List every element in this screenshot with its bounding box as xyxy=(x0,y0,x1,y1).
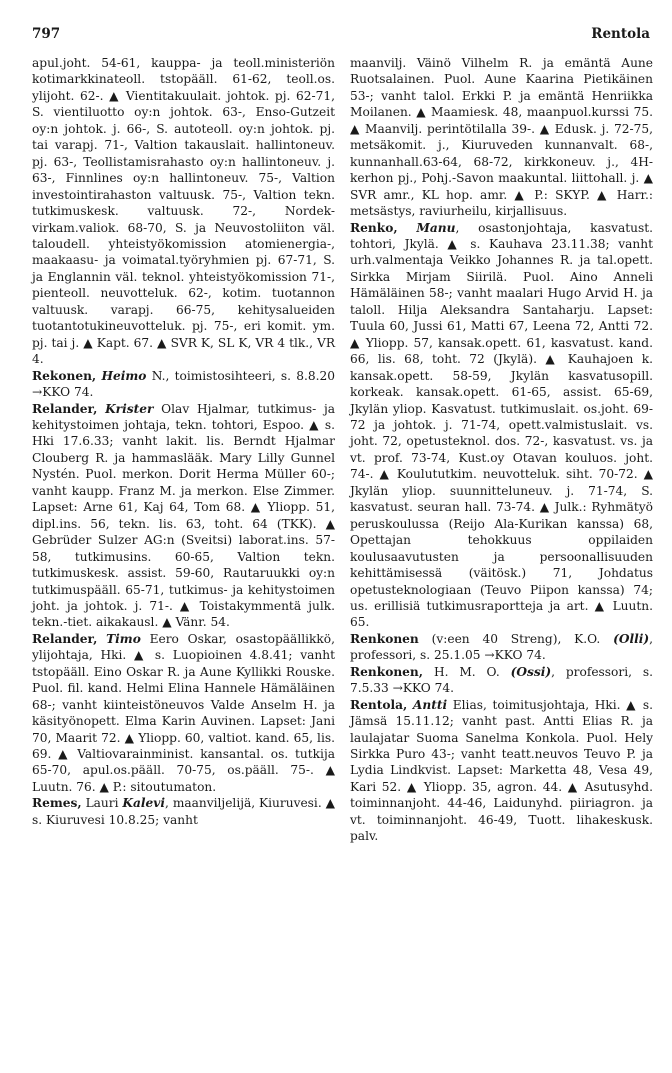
entry-given-name: (Olli) xyxy=(613,631,650,646)
entry-headword: Rekonen, xyxy=(32,368,97,383)
entry-headword: Relander, xyxy=(32,631,98,646)
entry-text: maanvilj. Väinö Vilhelm R. ja emäntä Aune Ruotsalainen. Puol. Aune Kaarina Pietikäinen 53-; vanht talol. Erkki P. ja emäntä Henriikka Moilanen. ▲ Maamiesk. 48, maanpuol.kurssi 75. ▲ Maanvilj. perintötilalla 39-. ▲ Edusk. j. 72-75, metsäkomit. j., Kiuruveden kunnanvalt. 68-, kunnanhall.63-64, 68-72, kirkkoneuv. j., 4H-kerhon pj., Pohj.-Savon maakuntal. liittohall. j. ▲ SVR amr., KL hop. amr. ▲ P.: SKYP. ▲ Harr.: metsästys, raviurheilu, kirjallisuus. xyxy=(350,56,653,219)
entry-text: (v:een 40 Streng), K.O. xyxy=(431,631,601,646)
entry-headword: Remes, xyxy=(32,796,82,811)
entry-rentola-antti xyxy=(350,697,653,845)
entry-relander-timo xyxy=(32,631,335,796)
entry-given-name: Timo xyxy=(106,631,141,646)
entry-text: Elias, toimitusjohtaja, Hki. ▲ s. Jämsä 15.11.12; vanht past. Antti Elias R. ja laulajatar Suoma Sanelma Konkola. Puol. Hely Sirkka Puro 43-; vanht teatt.neuvos Teuvo P. ja Lydia Lindkvist. Lapset: Marketta 48, Vesa 49, Kari 52. ▲ Yliopp. 35, agron. 44. ▲ Asutusyhd. toiminnanjoht. 44-46, Laidunyhd. piiriagron. ja vt. toiminnanjoht. 46-49, Tuott. lihakeskusk. palv. xyxy=(350,697,653,844)
entry-headword: Relander, xyxy=(32,401,98,416)
left-column xyxy=(32,55,335,828)
entry-headword: Renkonen, xyxy=(350,664,424,679)
entry-text-tail: , professori, s. 7.5.33 →KKO 74. xyxy=(350,664,654,696)
running-head: Rentola xyxy=(591,26,650,42)
entry-remes-lauri: Remes, Lauri Kalevi, maanviljelijä, Kiuruvesi. ▲ s. Kiuruvesi 10.8.25; vanht xyxy=(32,796,335,827)
entry-relander-krister xyxy=(32,401,335,631)
entry-continuation xyxy=(350,55,653,220)
entry-text: N., toimistosihteeri, s. 8.8.20 →KKO 74. xyxy=(32,368,336,400)
entry-continuation xyxy=(32,55,335,368)
page-number: 797 xyxy=(32,26,61,42)
entry-text-tail: , professori, s. 25.1.05 →KKO 74. xyxy=(350,631,653,663)
entry-headword: Rentola, xyxy=(350,697,408,712)
entry-given-name: Antti xyxy=(412,697,448,712)
entry-renkonen-olli xyxy=(350,631,653,664)
entry-text: apul.joht. 54-61, kauppa- ja teoll.ministeriön kotimarkkinateoll. tstopääll. 61-62, teoll.os. ylijoht. 62-. ▲ Vientitakuulait. johtok. pj. 62-71, S. vientiluotto oy:n johtok. 63-, Enso-Gutzeit oy:n johtok. j. 66-, S. autoteoll. oy:n johtok. pj. tai varapj. 71-, Valtion takauslait. hallintoneuv. pj. 63-, Teollistamisrahasto oy:n hallintoneuv. j. 63-, Finnlines oy:n hallintoneuv. 75-, Valtion investointirahaston valtuusk. 75-, Valtion tekn. tutkimuskesk. valtuusk. 72-, Nordek-virkam.valiok. 68-70, S. ja Neuvostoliiton väl. taloudell. yhteistyökomission atomienergia-, maakaasu- ja voimatal.työryhmien pj. 67-71, S. ja Englannin väl. teknol. yhteistyökomission 71-, pienteoll. neuvotteluk. 62-, kotim. tuotannon valtuusk. varapj. 66-75, kehitysalueiden tuotantotukineuvotteluk. pj. 75-, eri komit. ym. pj. tai j. ▲ Kapt. 67. ▲ SVR K, SL K, VR 4 tlk., VR 4. xyxy=(32,56,335,367)
entry-headword: Renko, xyxy=(350,220,398,235)
entry-given-name: (Ossi) xyxy=(510,664,552,679)
entry-given-name: Heimo xyxy=(101,368,147,383)
entry-text: Eero Oskar, osastopäällikkö, ylijohtaja, Hki. ▲ s. Luopioinen 4.8.41; vanht tstopääll. Eino Oskar R. ja Aune Kyllikki Rouske. Puol. fil. kand. Helmi Elina Hannele Hämäläinen 68-; vanht kiinteistöneuvos Valde Anselm H. ja käsityönopett. Elma Karin Auvinen. Lapset: Jani 70, Maarit 72. ▲ Yliopp. 60, valtiot. kand. 65, lis. 69. ▲ Valtiovarainminist. kansantal. os. tutkija 65-70, apul.os.pääll. 70-75, os.pääll. 75-. ▲ Luutn. 76. ▲ P.: sitoutumaton. xyxy=(32,631,336,794)
right-column xyxy=(350,55,653,845)
entry-text: osastonjohtaja, kasvatust. tohtori, Jkylä. ▲ s. Kauhava 23.11.38; vanht urh.valmentaja Veikko Johannes R. ja tal.opett. Sirkka Mirjam Siirilä. Puol. Aino Anneli Hämäläinen 58-; vanht maalari Hugo Arvid H. ja taloll. Hilja Aleksandra Santaharju. Lapset: Tuula 60, Jussi 61, Matti 67, Leena 72, Antti 72. ▲ Yliopp. 57, kansak.opett. 61, kasvatust. kand. 66, lis. 68, toht. 72 (Jkylä). ▲ Kauhajoen k. kansak.opett. 58-59, Jkylän kasvatusopill. korkeak. kansak.opett. 61-65, assist. 65-69, Jkylän yliop. Kasvatust. tutkimuslait. os.joht. 69-72 ja johtok. j. 71-74, opett.valmistuslait. vs. joht. 72, opetusteknol. dos. 72-, kasvatust. vs. ja vt. prof. 73-74, Kust.oy Otavan kouluos. joht. 74-. ▲ Koulututkim. neuvotteluk. siht. 70-72. ▲ Jkylän yliop. suunnitteluneuv. j. 71-74, S. kasvatust. seuran hall. 73-74. ▲ Julk.: Ryhmätyö peruskoulussa (Reijo Ala-Kurikan kanssa) 68, Opettajan tehokkuus oppilaiden koulusaavutusten ja persoonallisuuden kehittämisessä (väitösk.) 71, Johdatus opetusteknologiaan (Teuvo Piipon kanssa) 74; us. erillisiä tutkimusraportteja ja art. ▲ Luutn. 65. xyxy=(350,220,654,630)
entry-given-name: Manu xyxy=(416,220,456,235)
entry-text: H. M. O. xyxy=(433,664,500,679)
entry-renko-manu: Renko, Manu, osastonjohtaja, kasvatust. tohtori, Jkylä. ▲ s. Kauhava 23.11.38; vanht urh.valmentaja Veikko Johannes R. ja tal.opett. Sirkka Mirjam Siirilä. Puol. Aino Anneli Hämäläinen 58-; vanht maalari Hugo Arvid H. ja taloll. Hilja Aleksandra Santaharju. Lapset: Tuula 60, Jussi 61, Matti 67, Leena 72, Antti 72. ▲ Yliopp. 57, kansak.opett. 61, kasvatust. kand. 66, lis. 68, toht. 72 (Jkylä). ▲ Kauhajoen k. kansak.opett. 58-59, Jkylän kasvatusopill. korkeak. kansak.opett. 61-65, assist. 65-69, Jkylän yliop. Kasvatust. tutkimuslait. os.joht. 69-72 ja johtok. j. 71-74, opett.valmistuslait. vs. joht. 72, opetusteknol. dos. 72-, kasvatust. vs. ja vt. prof. 73-74, Kust.oy Otavan kouluos. joht. 74-. ▲ Koulututkim. neuvotteluk. siht. 70-72. ▲ Jkylän yliop. suunnitteluneuv. j. 71-74, S. kasvatust. seuran hall. 73-74. ▲ Julk.: Ryhmätyö peruskoulussa (Reijo Ala-Kurikan kanssa) 68, Opettajan tehokkuus oppilaiden koulusaavutusten ja persoonallisuuden kehittämisessä (väitösk.) 71, Johdatus opetusteknologiaan (Teuvo Piipon kanssa) 74; us. erillisiä tutkimusraportteja ja art. ▲ Luutn. 65. xyxy=(350,220,654,630)
entry-given-name: Krister xyxy=(105,401,154,416)
entry-renkonen-ossi xyxy=(350,664,653,697)
entry-headword: Renkonen xyxy=(350,631,419,646)
entry-text: Olav Hjalmar, tutkimus- ja kehitystoimen johtaja, tekn. tohtori, Espoo. ▲ s. Hki 17.6.33; vanht lakit. lis. Berndt Hjalmar Clouberg R. ja hammaslääk. Mary Lilly Gunnel Nystén. Puol. merkon. Dorit Herma Müller 60-; vanht kaupp. Franz M. ja merkon. Else Zimmer. Lapset: Arne 61, Kaj 64, Tom 68. ▲ Yliopp. 51, dipl.ins. 56, tekn. lis. 63, toht. 64 (TKK). ▲ Gebrüder Sulzer AG:n (Sveitsi) laborat.ins. 57-58, tutkimusins. 60-65, Valtion tekn. tutkimuskesk. assist. 59-60, Rautaruukki oy:n tutkimuspääll. 65-71, tutkimus- ja kehitystoimen joht. ja johtok. j. 71-. ▲ Toistakymmentä julk. tekn.-tiet. aikakausl. ▲ Vänr. 54. xyxy=(32,401,336,630)
entry-given-name: Kalevi xyxy=(122,796,166,811)
entry-rekonen-heimo xyxy=(32,368,335,401)
entry-text: maanviljelijä, Kiuruvesi. ▲ s. Kiuruvesi 10.8.25; vanht xyxy=(32,796,335,827)
entry-first-name: Lauri xyxy=(85,796,119,811)
page-header xyxy=(32,26,650,46)
